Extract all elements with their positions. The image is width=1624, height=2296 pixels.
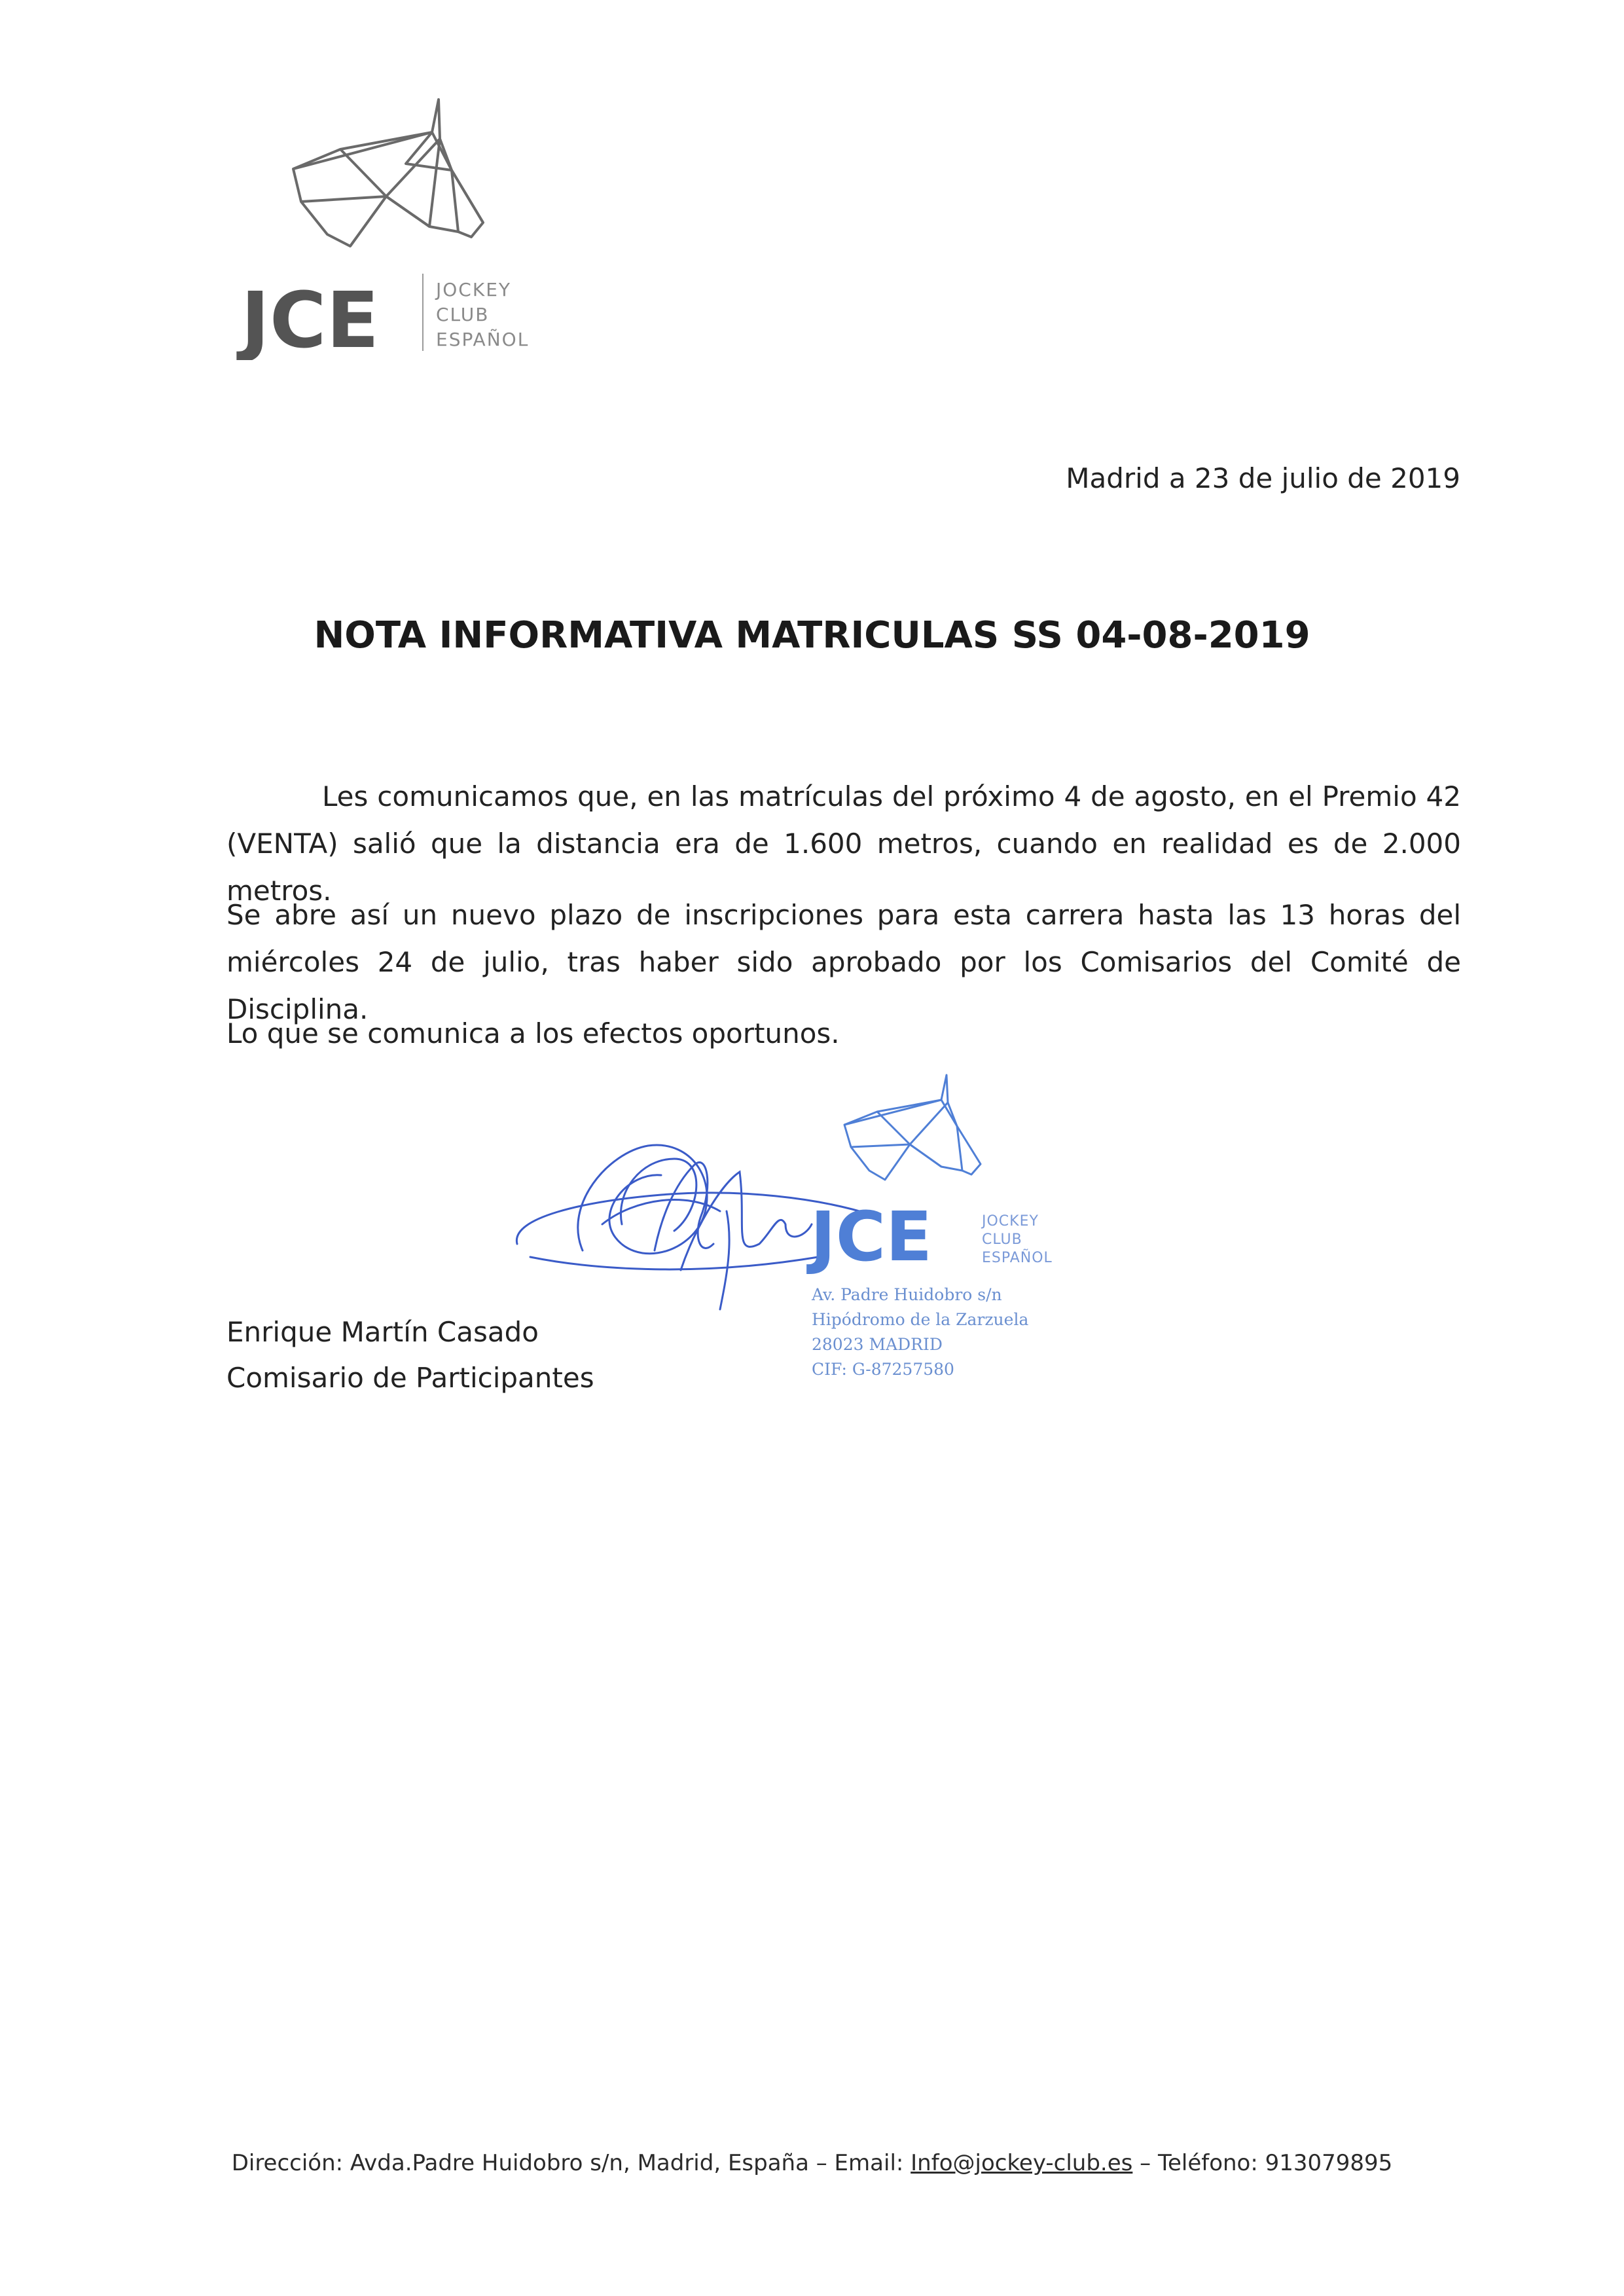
stamp-line-3: ESPAÑOL xyxy=(982,1250,1053,1266)
stamp-address-1: Av. Padre Huidobro s/n xyxy=(812,1285,1002,1304)
footer-phone: – Teléfono: 913079895 xyxy=(1132,2150,1393,2176)
paragraph-2: Se abre así un nuevo plazo de inscripciones para esta carrera hasta las 13 horas del miércoles 24 de julio, tras haber sido aprobado por los Comisarios del Comité de Disciplina. xyxy=(226,899,1461,1025)
stamp-address-3: 28023 MADRID xyxy=(812,1335,943,1354)
logo-line-3: ESPAÑOL xyxy=(436,329,530,350)
paragraph-3: Lo que se comunica a los efectos oportunos. xyxy=(226,1017,840,1049)
stamp-acronym: JCE xyxy=(810,1197,933,1277)
stamp-line-1: JOCKEY xyxy=(982,1213,1039,1230)
footer-email-link[interactable]: Info@jockey-club.es xyxy=(911,2150,1133,2176)
jce-logo xyxy=(236,92,576,360)
stamp-horse-icon xyxy=(844,1075,981,1180)
logo-line-2: CLUB xyxy=(436,304,490,325)
stamp-line-2: CLUB xyxy=(982,1231,1022,1248)
letter-date: Madrid a 23 de julio de 2019 xyxy=(1066,462,1460,494)
signatory-block xyxy=(226,1309,594,1401)
document-title: NOTA INFORMATIVA MATRICULAS SS 04-08-2019 xyxy=(314,614,1310,657)
stamp-address-2: Hipódromo de la Zarzuela xyxy=(812,1310,1029,1329)
paragraph-1: Les comunicamos que, en las matrículas del próximo 4 de agosto, en el Premio 42 (VENTA) salió que la distancia era de 1.600 metros, cuando en realidad es de 2.000 metros. xyxy=(226,780,1461,907)
footer-address: Dirección: Avda.Padre Huidobro s/n, Madrid, España – Email: xyxy=(231,2150,911,2176)
footer-contact xyxy=(0,2150,1624,2176)
signatory-role: Comisario de Participantes xyxy=(226,1362,594,1394)
stamp-address-4: CIF: G-87257580 xyxy=(812,1360,954,1379)
logo-line-1: JOCKEY xyxy=(436,279,512,301)
signatory-name: Enrique Martín Casado xyxy=(226,1316,539,1348)
horse-head-icon xyxy=(236,92,576,360)
logo-acronym: JCE xyxy=(241,275,380,360)
